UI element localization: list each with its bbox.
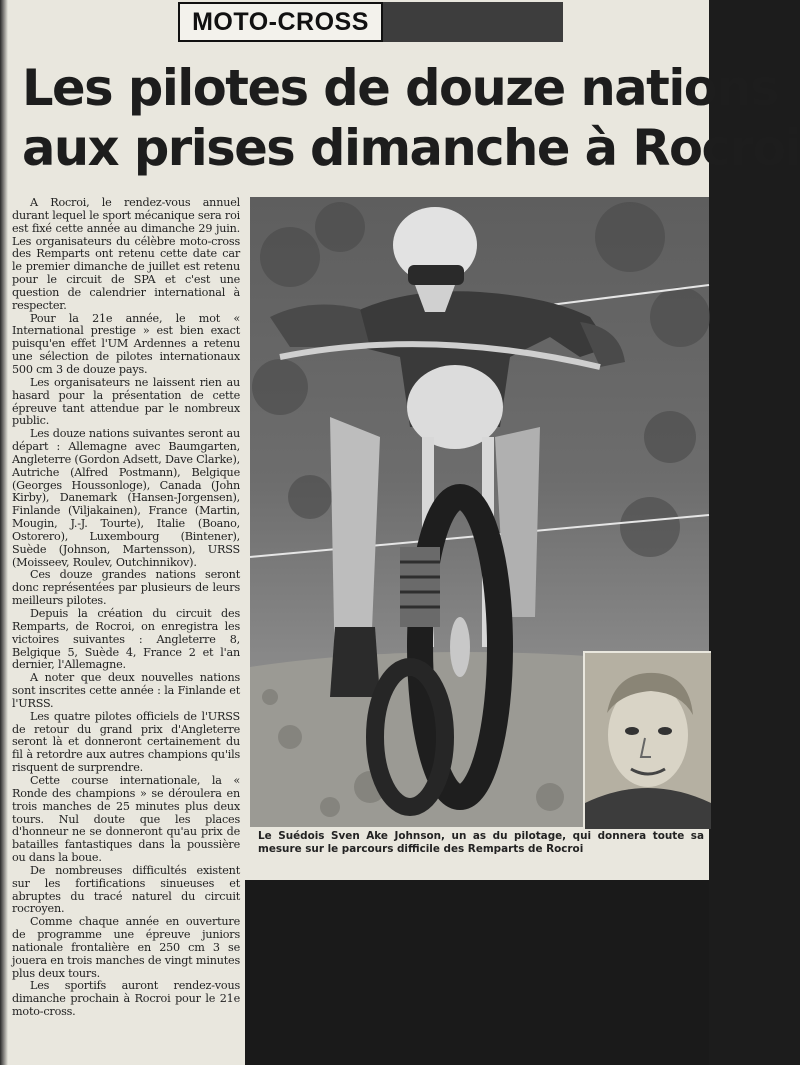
article-paragraph: De nombreuses difficultés existent sur les fortifications sinueuses et abruptes du tracé naturel du circuit rocroyen.: [12, 863, 240, 916]
article-paragraph: Depuis la création du circuit des Remparts, de Rocroi, on enregistra les victoires suivantes : Angleterre 8, Belgique 5, Suède 4, France 2 et l'an dernier, l'Allemagne.: [12, 607, 240, 672]
article-paragraph: Ces douze grandes nations seront donc représentées par plusieurs de leurs meilleurs pilotes.: [12, 568, 240, 608]
article-paragraph: Cette course internationale, la « Ronde des champions » se déroulera en trois manches de 25 minutes plus deux tours. Nul doute que les places d'honneur ne se donneront qu'au prix de batailles fantastiques dans la poussière ou dans la boue.: [12, 773, 240, 865]
article-paragraph: A noter que deux nouvelles nations sont inscrites cette année : la Finlande et l'URSS.: [12, 671, 240, 710]
headline-line-1: Les pilotes de douze nations: [22, 59, 779, 117]
photo-caption: Le Suédois Sven Ake Johnson, un as du pilotage, qui donnera toute sa mesure sur le parcours difficile des Remparts de Rocroi: [258, 830, 704, 855]
article-paragraph: Les organisateurs ne laissent rien au hasard pour la présentation de cette épreuve tant attendue par le nombreux public.: [12, 375, 240, 428]
section-label: MOTO-CROSS: [178, 2, 383, 42]
article-paragraph: A Rocroi, le rendez-vous annuel durant lequel le sport mécanique sera roi est fixé cette année au dimanche 29 juin. Les organisateurs du célèbre moto-cross des Remparts ont retenu cette date car le premier dimanche de juillet est retenu pour le circuit de SPA et c'est une question de calendrier international à respecter.: [12, 196, 240, 312]
scan-edge-shadow: [0, 0, 8, 1065]
article-paragraph: Les sportifs auront rendez-vous dimanche prochain à Rocroi pour le 21e moto-cross.: [12, 979, 240, 1019]
scan-background: [245, 880, 709, 1065]
section-label-bar: [383, 2, 563, 42]
article-body: [12, 197, 240, 1019]
article-paragraph: Comme chaque année en ouverture de programme une épreuve juniors nationale frontalière en 250 cm 3 se jouera en trois manches de vingt minutes plus deux tours.: [12, 915, 240, 980]
rider-portrait-photo: [583, 651, 711, 829]
headline: [22, 58, 800, 178]
headline-line-2: aux prises dimanche à Rocroi: [22, 119, 800, 177]
article-paragraph: Les douze nations suivantes seront au départ : Allemagne avec Baumgarten, Angleterre (Gordon Adsett, Dave Clarke), Autriche (Alfred Postmann), Belgique (Georges Houssonloge), Canada (John Kirby), Danemark (Hansen-Jorgensen), Finlande (Viljakainen), France (Martin, Mougin, J.-J. Tourte), Italie (Boano, Ostorero), Luxembourg (Bintener), Suède (Johnson, Martensson), URSS (Moisseev, Roulev, Outchinnikov).: [12, 427, 240, 569]
article-paragraph: Pour la 21e année, le mot « International prestige » est bien exact puisqu'en effet l'UM Ardennes a retenu une sélection de pilotes internationaux 500 cm 3 de douze pays.: [12, 311, 240, 376]
article-paragraph: Les quatre pilotes officiels de l'URSS de retour du grand prix d'Angleterre seront là et donneront certainement du fil à retordre aux autres champions qu'ils risquent de surprendre.: [12, 709, 240, 775]
